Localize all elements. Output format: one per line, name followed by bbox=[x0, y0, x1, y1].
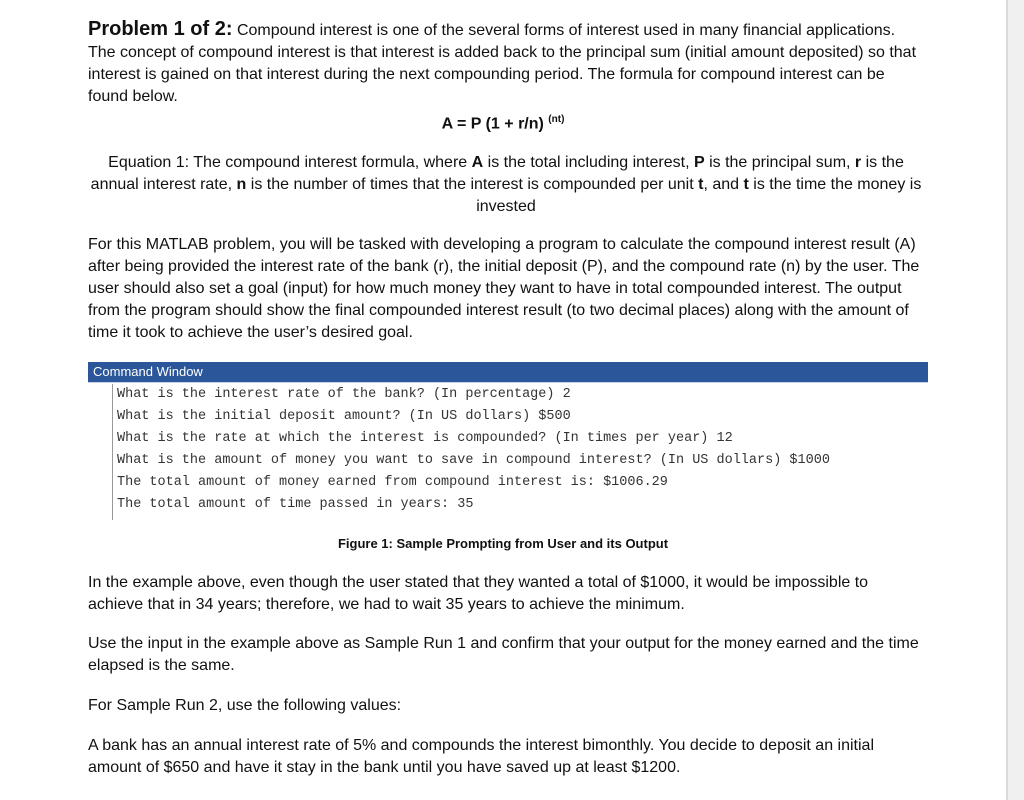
compound-interest-formula bbox=[0, 114, 1006, 133]
problem-title: Problem 1 of 2: bbox=[88, 18, 233, 40]
example-paragraph: In the example above, even though the user stated that they wanted a total of $1000, it would be impossible to achieve that in 34 years; therefore, we had to wait 35 years to achieve the minimum. bbox=[88, 574, 869, 613]
figure-caption: Figure 1: Sample Prompting from User and its Output bbox=[337, 536, 669, 551]
command-window-output bbox=[112, 384, 928, 520]
eq-var-t-2: t bbox=[743, 176, 749, 193]
eq-text-7: is the time the money is invested bbox=[476, 176, 922, 215]
eq-text-5: is the number of times that the interest is compounded per unit bbox=[246, 176, 699, 193]
eq-var-n: n bbox=[236, 176, 247, 193]
command-line: The total amount of money earned from compound interest is: $1006.29 bbox=[117, 475, 668, 490]
eq-text-6: , and bbox=[703, 176, 744, 193]
sample-run-1-paragraph: Use the input in the example above as Sample Run 1 and confirm that your output for the money earned and the time elapsed is the same. bbox=[88, 635, 919, 674]
eq-var-r: r bbox=[854, 154, 862, 171]
page-edge bbox=[1006, 0, 1008, 800]
eq-text-4: is the annual interest rate, bbox=[90, 154, 904, 193]
formula-base: A = P (1 + r/n) bbox=[441, 115, 544, 133]
command-window bbox=[88, 362, 928, 520]
command-line: The total amount of time passed in years: 35 bbox=[117, 497, 474, 512]
eq-var-p: P bbox=[693, 154, 705, 171]
eq-var-t: t bbox=[698, 176, 704, 193]
command-line: What is the interest rate of the bank? (In percentage) 2 bbox=[117, 387, 571, 402]
problem-intro bbox=[88, 18, 924, 108]
command-line: What is the initial deposit amount? (In US dollars) $500 bbox=[117, 409, 571, 424]
equation-caption bbox=[88, 152, 924, 218]
eq-var-a: A bbox=[471, 154, 484, 171]
problem-intro-text: Compound interest is one of the several forms of interest used in many financial applications. The concept of compound interest is that interest is added back to the principal sum (initial amount deposited) so that interest is gained on that interest during the next compounding period. The formula for compound interest can be found below. bbox=[88, 22, 917, 105]
sample-run-2-paragraph: For Sample Run 2, use the following values: bbox=[88, 697, 402, 714]
task-description: For this MATLAB problem, you will be tasked with developing a program to calculate the compound interest result (A) after being provided the interest rate of the bank (r), the initial deposit (P), and the compound rate (n) by the user. The user should also set a goal (input) for how much money they want to have in total compounded interest. The output from the program should show the final compounded interest result (to two decimal places) along with the amount of time it took to achieve the user’s desired goal. bbox=[88, 236, 920, 341]
eq-text-1: Equation 1: The compound interest formula, where bbox=[108, 154, 472, 171]
eq-text-2: is the total including interest, bbox=[483, 154, 694, 171]
bank-scenario-paragraph: A bank has an annual interest rate of 5% and compounds the interest bimonthly. You decide to deposit an initial amount of $650 and have it stay in the bank until you have saved up at least $1200. bbox=[88, 737, 875, 776]
formula-exponent: (nt) bbox=[548, 114, 565, 125]
command-line: What is the rate at which the interest is compounded? (In times per year) 12 bbox=[117, 431, 733, 446]
eq-text-3: is the principal sum, bbox=[704, 154, 855, 171]
command-window-title: Command Window bbox=[88, 362, 928, 383]
command-line: What is the amount of money you want to save in compound interest? (In US dollars) $1000 bbox=[117, 453, 830, 468]
